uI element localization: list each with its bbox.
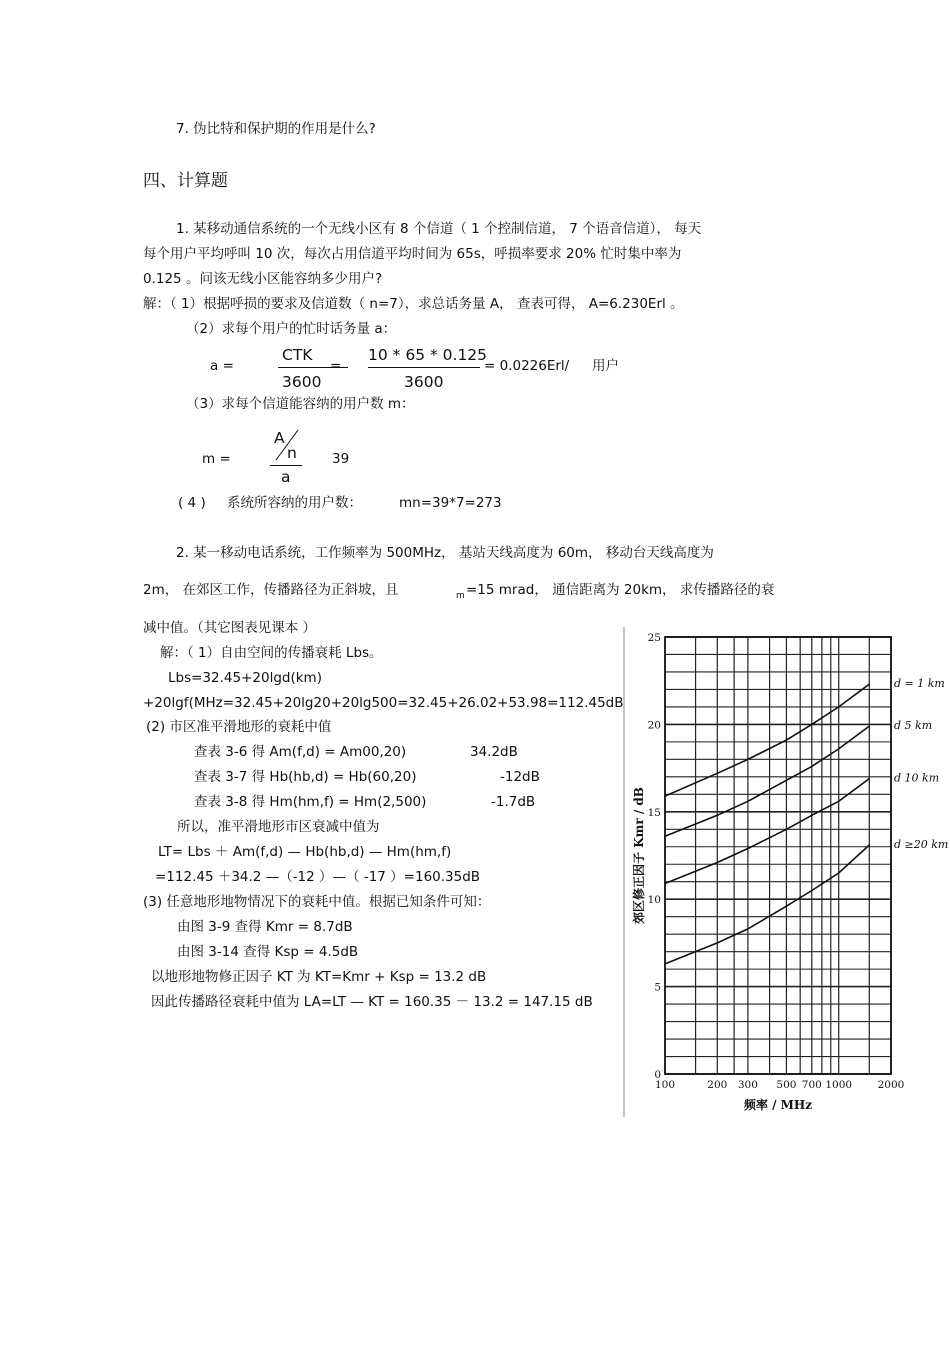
y-tick-label: 25 [647,632,661,644]
lt-formula: LT= Lbs ＋ Am(f,d) — Hb(hb,d) — Hm(hm,f) [158,844,452,860]
problem-2-line-1: 2. 某一移动电话系统，工作频率为 500MHz， 基站天线高度为 60m， 移动台天线高度为 [176,545,714,561]
formula-m-A: A [274,429,285,447]
data-point [664,836,665,837]
solution-1-step-4-value: mn=39*7=273 [399,495,502,511]
legend-label: d 10 km [894,771,940,785]
formula-m-a: a [281,468,291,486]
data-point [747,759,748,760]
y-tick-label: 15 [647,806,661,819]
solution-1-step-4-text: 系统所容纳的用户数： [227,495,362,511]
data-point [717,862,718,863]
data-point [869,684,870,685]
legend-label: d = 1 km [894,677,945,691]
solution-1-step-4-label: ( 4 ) [178,495,206,511]
x-tick-label: 300 [737,1079,758,1091]
data-point [786,780,787,781]
formula-den-1: 3600 [282,373,322,391]
lookup-3-7: 查表 3-7 得 Hb(hb,d) = Hb(60,20) [194,769,417,785]
formula-ctk: CTK [282,346,313,364]
data-point [838,801,839,802]
legend-label: d 5 km [894,719,933,733]
formula-a-lhs: a = [210,358,234,374]
solution-1-step-2: （2）求每个用户的忙时话务量 a： [186,321,397,337]
question-7: 7. 伪比特和保护期的作用是什么? [176,121,376,137]
data-point [747,848,748,849]
solution-2-formula-2: +20lgf(MHz=32.45+20lg20+20lg500=32.45+26.02+53.98=112.45dB [143,695,624,711]
lookup-3-6: 查表 3-6 得 Am(f,d) = Am00,20) [194,744,407,760]
problem-2-subscript: m [456,591,465,601]
data-point [717,815,718,816]
x-tick-label: 2000 [877,1079,905,1091]
solution-2-formula-1: Lbs=32.45+20lgd(km) [168,670,322,686]
data-point [717,942,718,943]
data-point [869,778,870,779]
suburban-correction-chart [623,627,950,1117]
solution-2-step-2: (2) 市区准平滑地形的衰耗中值 [146,719,332,735]
data-point [869,844,870,845]
problem-2-line-3: 减中值。（其它图表见课本 ） [143,620,317,636]
x-tick-label: 700 [801,1079,822,1091]
data-point [786,906,787,907]
x-tick-label: 1000 [825,1079,853,1091]
y-tick-label: 20 [647,719,661,732]
x-tick-label: 500 [776,1079,797,1091]
data-point [838,748,839,749]
problem-2-line-2b: =15 mrad， 通信距离为 20km， 求传播路径的衰 [466,582,775,598]
data-point [811,724,812,725]
data-point [811,890,812,891]
lookup-3-7-value: -12dB [500,769,540,785]
lt-value: =112.45 ＋34.2 —（-12 ）—（ -17 ）=160.35dB [155,869,481,885]
data-point [811,815,812,816]
fraction-bar-2 [368,367,480,368]
lookup-3-6-value: 34.2dB [470,744,518,760]
solution-1-step-1: 解：（ 1）根据呼损的要求及信道数（ n=7），求总话务量 A， 查表可得， A=6.230Erl 。 [143,296,684,312]
y-axis-label: 郊区修正因子 Kmr / dB [632,787,646,924]
la-line: 因此传播路径衰耗中值为 LA=LT — KT = 160.35 － 13.2 = 147.15 dB [151,994,593,1010]
kt-line: 以地形地物修正因子 KT 为 KT=Kmr + Ksp = 13.2 dB [151,969,487,985]
ksp-line: 由图 3-14 查得 Ksp = 4.5dB [177,944,359,960]
x-tick-label: 100 [654,1079,676,1091]
data-point [838,706,839,707]
legend-label: d ≥20 km [894,838,949,852]
formula-per-user: 用户 [592,358,619,374]
solution-2-step-1: 解：（ 1）自由空间的传播衰耗 Lbs。 [160,645,383,661]
data-point [811,766,812,767]
formula-den-2: 3600 [404,373,444,391]
y-tick-label: 0 [654,1069,661,1081]
data-point [786,740,787,741]
problem-1-line-3: 0.125 。问该无线小区能容纳多少用户? [143,271,383,287]
data-point [717,773,718,774]
x-tick-label: 200 [707,1079,728,1091]
y-tick-label: 5 [654,981,661,994]
data-point [747,928,748,929]
kmr-line: 由图 3-9 查得 Kmr = 8.7dB [177,919,353,935]
fraction-bar-3 [270,465,302,466]
solution-2-conclusion: 所以，准平滑地形市区衰减中值为 [177,819,380,835]
formula-m-n: n [287,444,297,462]
data-point [747,801,748,802]
data-point [664,963,665,964]
formula-num-2: 10 * 65 * 0.125 [368,346,488,364]
lookup-3-8-value: -1.7dB [491,794,536,810]
data-point [838,872,839,873]
y-tick-label: 10 [647,894,661,907]
solution-2-step-3: (3) 任意地形地物情况下的衰耗中值。根据已知条件可知： [143,894,491,910]
problem-1-line-2: 每个用户平均呼叫 10 次，每次占用信道平均时间为 65s，呼损率要求 20% 忙时集中率为 [143,246,682,262]
data-point [869,726,870,727]
solution-1-step-3: （3）求每个信道能容纳的用户数 m： [186,396,415,412]
section-title: 四、计算题 [143,171,228,191]
formula-equals: = [330,358,342,374]
problem-1-line-1: 1. 某移动通信系统的一个无线小区有 8 个信道（ 1 个控制信道， 7 个语音信道）， 每天 [176,221,702,237]
formula-m-value: 39 [332,451,350,467]
data-point [664,795,665,796]
data-point [786,829,787,830]
problem-2-line-2a: 2m， 在郊区工作，传播路径为正斜坡，且 [143,582,399,598]
lookup-3-8: 查表 3-8 得 Hm(hm,f) = Hm(2,500) [194,794,427,810]
formula-m-lhs: m = [202,451,231,467]
formula-a-value: = 0.0226Erl/ [484,358,570,374]
x-axis-label: 频率 / MHz [743,1098,813,1112]
data-point [664,883,665,884]
